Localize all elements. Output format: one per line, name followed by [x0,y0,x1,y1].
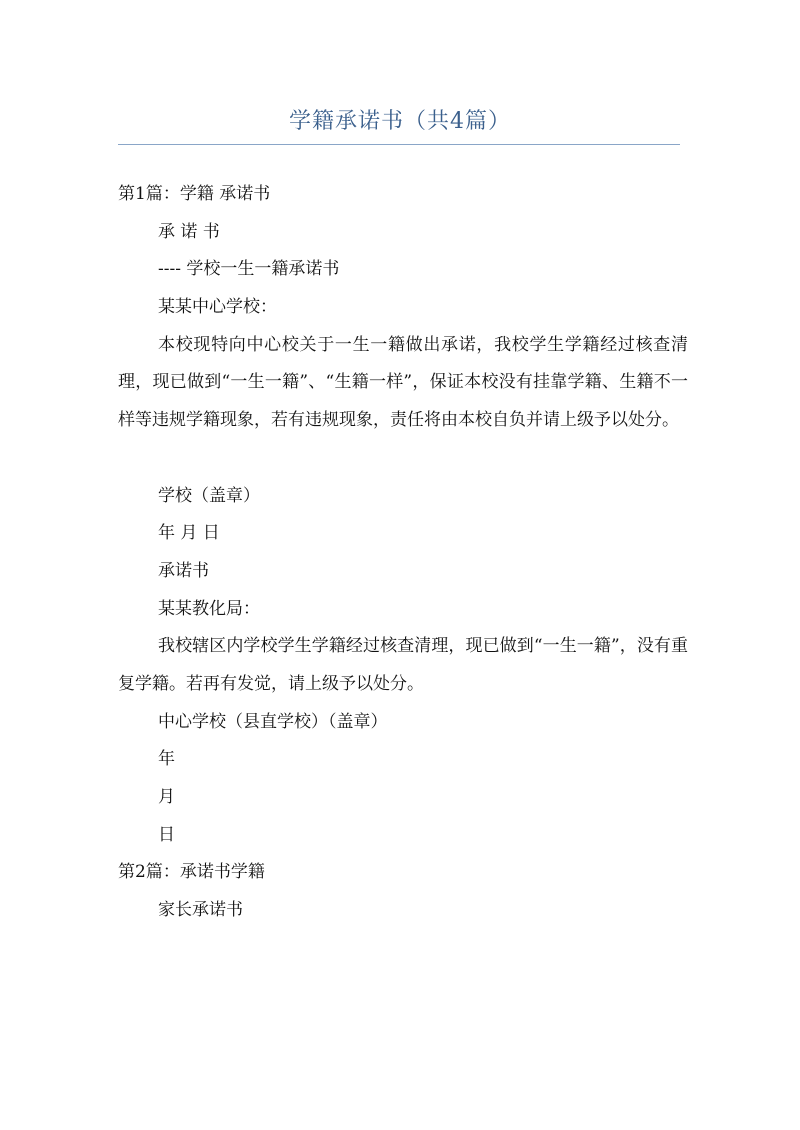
body-paragraph: 本校现特向中心校关于一生一籍做出承诺，我校学生学籍经过核查清理，现已做到“一生一籍”、“生籍一样”，保证本校没有挂靠学籍、生籍不一样等违规学籍现象，若有违规现象，责任将由本校自负并请上级予以处分。 [118,334,688,431]
doc-line: 承 诺 书 [158,221,220,242]
date-line: 日 [158,824,175,845]
date-line: 月 [158,787,175,808]
date-line: 年 [158,749,175,770]
date-line: 年 月 日 [158,523,220,544]
document-title: 学籍承诺书（共4篇） [289,109,511,134]
signature-line: 中心学校（县直学校）（盖章） [158,711,388,732]
body-paragraph: 我校辖区内学校学生学籍经过核查清理，现已做到“一生一籍”，没有重复学籍。若再有发觉，请上级予以处分。 [118,636,688,694]
signature-line: 学校（盖章） [158,485,260,506]
section-heading-2: 第2篇：承诺书学籍 [118,862,265,883]
doc-line: ---- 学校一生一籍承诺书 [158,259,340,280]
doc-line: 家长承诺书 [158,900,243,921]
salutation: 某某中心学校： [158,297,277,318]
section-heading-1: 第1篇：学籍 承诺书 [118,184,271,204]
document-body [118,176,688,930]
title-underline [118,144,680,145]
doc-line: 承诺书 [158,560,209,581]
salutation: 某某教化局： [158,598,260,619]
